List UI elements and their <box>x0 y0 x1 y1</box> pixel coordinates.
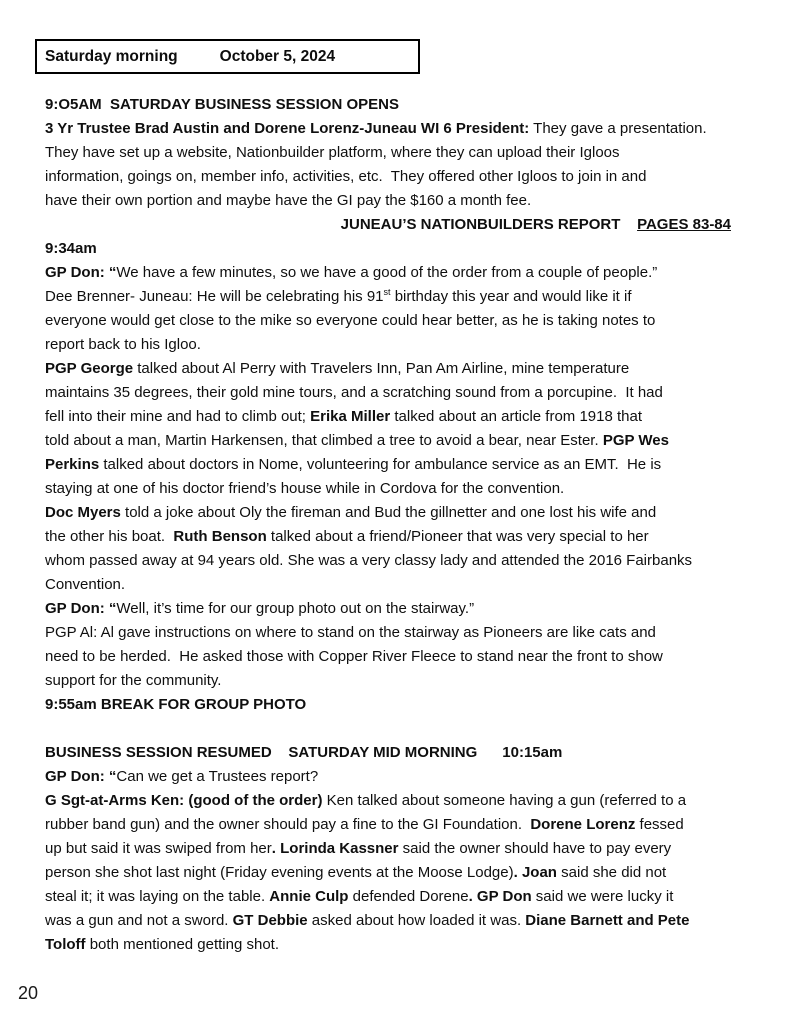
text-run: talked about doctors in Nome, volunteering for ambulance service as an EMT. He is <box>99 456 662 473</box>
text-line <box>45 333 745 357</box>
text-run: Can we get a Trustees report? <box>116 768 319 785</box>
text-line <box>45 381 745 405</box>
text-line <box>45 597 745 621</box>
text-line <box>45 933 745 957</box>
text-line <box>45 861 745 885</box>
text-run: information, goings on, member info, activities, etc. They offered other Igloos to join in and <box>45 168 647 185</box>
session-label: Saturday morning <box>45 47 178 65</box>
text-run: both mentioned getting shot. <box>85 936 280 953</box>
text-run: Convention. <box>45 576 126 593</box>
page-number: 20 <box>18 983 39 1003</box>
text-line <box>45 573 745 597</box>
text-run: GP Don: “ <box>45 264 117 281</box>
text-line <box>45 621 745 645</box>
text-line <box>45 813 745 837</box>
text-line <box>45 117 745 141</box>
text-run: PGP Al: Al gave instructions on where to stand on the stairway as Pioneers are like cats and <box>45 624 656 641</box>
text-run: JUNEAU’S NATIONBUILDERS REPORT <box>340 216 638 233</box>
text-run: GP Don: “ <box>45 768 117 785</box>
text-run: rubber band gun) and the owner should pay a fine to the GI Foundation. <box>45 816 531 833</box>
text-run: Ruth Benson <box>173 528 267 545</box>
text-run: They have set up a website, Nationbuilder platform, where they can upload their Igloos <box>45 144 620 161</box>
text-run: need to be herded. He asked those with Copper River Fleece to stand near the front to show <box>45 648 663 665</box>
text-line <box>45 765 745 789</box>
text-run: steal it; it was laying on the table. <box>45 888 270 905</box>
text-run: Toloff <box>45 936 86 953</box>
text-run: talked about Al Perry with Travelers Inn, Pan Am Airline, mine temperature <box>133 360 630 377</box>
text-run: told a joke about Oly the fireman and Bud the gillnetter and one lost his wife and <box>120 504 657 521</box>
text-line <box>45 669 745 693</box>
text-run: said she did not <box>556 864 667 881</box>
text-line <box>45 525 745 549</box>
text-run: 9:O5AM SATURDAY BUSINESS SESSION OPENS <box>45 96 399 113</box>
break-heading <box>45 693 745 717</box>
text-run: everyone would get close to the mike so everyone could hear better, as he is taking notes to <box>45 312 656 329</box>
text-run: Erika Miller <box>310 408 391 425</box>
text-line <box>45 501 745 525</box>
text-run: BUSINESS SESSION RESUMED SATURDAY MID MORNING 10:15am <box>45 744 563 761</box>
session-resumed-heading <box>45 741 745 765</box>
text-run: was a gun and not a sword. <box>45 912 233 929</box>
text-run: maintains 35 degrees, their gold mine tours, and a scratching sound from a porcupine. It had <box>45 384 663 401</box>
text-run: PGP George <box>45 360 134 377</box>
text-line <box>45 453 745 477</box>
text-run: support for the community. <box>45 672 222 689</box>
text-run: up but said it was swiped from her <box>45 840 272 857</box>
text-run: . GP Don <box>468 888 532 905</box>
text-run: GT Debbie <box>232 912 308 929</box>
text-run: asked about how loaded it was. <box>307 912 526 929</box>
text-line <box>45 885 745 909</box>
text-run: PGP Wes <box>602 432 669 449</box>
text-run: report back to his Igloo. <box>45 336 201 353</box>
text-run: said the owner should have to pay every <box>398 840 672 857</box>
text-run: talked about a friend/Pioneer that was very special to her <box>266 528 649 545</box>
text-line <box>45 717 745 741</box>
text-run: . Joan <box>513 864 557 881</box>
text-line <box>45 405 745 429</box>
text-run: Dorene Lorenz <box>530 816 636 833</box>
text-run: GP Don: “ <box>45 600 117 617</box>
text-run: PAGES 83-84 <box>637 216 731 233</box>
text-run: We have a few minutes, so we have a good of the order from a couple of people.” <box>116 264 658 281</box>
text-run: have their own portion and maybe have the GI pay the $160 a month fee. <box>45 192 532 209</box>
timestamp-934am <box>45 237 745 261</box>
text-run: Diane Barnett and Pete <box>525 912 690 929</box>
text-line <box>45 789 745 813</box>
text-run: 9:34am <box>45 240 97 257</box>
text-run: Well, it’s time for our group photo out on the stairway.” <box>116 600 475 617</box>
text-run: the other his boat. <box>45 528 174 545</box>
text-line <box>45 189 745 213</box>
session-header-box <box>35 39 420 74</box>
text-run: whom passed away at 94 years old. She was a very classy lady and attended the 2016 Fairbanks <box>45 552 693 569</box>
text-run: Doc Myers <box>45 504 121 521</box>
text-line <box>45 309 745 333</box>
text-run: 3 Yr Trustee Brad Austin and Dorene Lorenz-Juneau WI 6 President: <box>45 120 530 137</box>
text-run: 9:55am BREAK FOR GROUP PHOTO <box>45 696 307 713</box>
session-opens-heading <box>45 93 745 117</box>
text-line <box>45 549 745 573</box>
text-run: Dee Brenner- Juneau: He will be celebrating his 91 <box>45 288 384 305</box>
text-run: told about a man, Martin Harkensen, that climbed a tree to avoid a bear, near Ester. <box>45 432 603 449</box>
session-date: October 5, 2024 <box>219 47 336 65</box>
text-run: talked about an article from 1918 that <box>390 408 643 425</box>
text-run: defended Dorene <box>348 888 469 905</box>
text-line <box>45 477 745 501</box>
text-run: birthday this year and would like it if <box>390 288 632 305</box>
text-line <box>45 645 745 669</box>
text-run: said we were lucky it <box>531 888 674 905</box>
text-run: person she shot last night (Friday evening events at the Moose Lodge) <box>45 864 514 881</box>
text-run: st <box>383 287 391 297</box>
text-run: . Lorinda Kassner <box>271 840 399 857</box>
text-run: G Sgt-at-Arms Ken: (good of the order) <box>45 792 323 809</box>
text-run: Annie Culp <box>269 888 349 905</box>
text-line <box>45 909 745 933</box>
text-line <box>45 357 745 381</box>
text-run: staying at one of his doctor friend’s house while in Cordova for the convention. <box>45 480 565 497</box>
nationbuilders-report-line <box>45 213 745 237</box>
text-line <box>45 261 745 285</box>
text-run: Ken talked about someone having a gun (referred to a <box>322 792 687 809</box>
text-run: Perkins <box>45 456 100 473</box>
text-run: fessed <box>635 816 684 833</box>
text-run: fell into their mine and had to climb out; <box>45 408 311 425</box>
text-line <box>45 285 745 309</box>
text-run: They gave a presentation. <box>529 120 707 137</box>
text-line <box>45 165 745 189</box>
text-line <box>45 429 745 453</box>
text-line <box>45 141 745 165</box>
document-body <box>45 93 745 957</box>
text-line <box>45 837 745 861</box>
